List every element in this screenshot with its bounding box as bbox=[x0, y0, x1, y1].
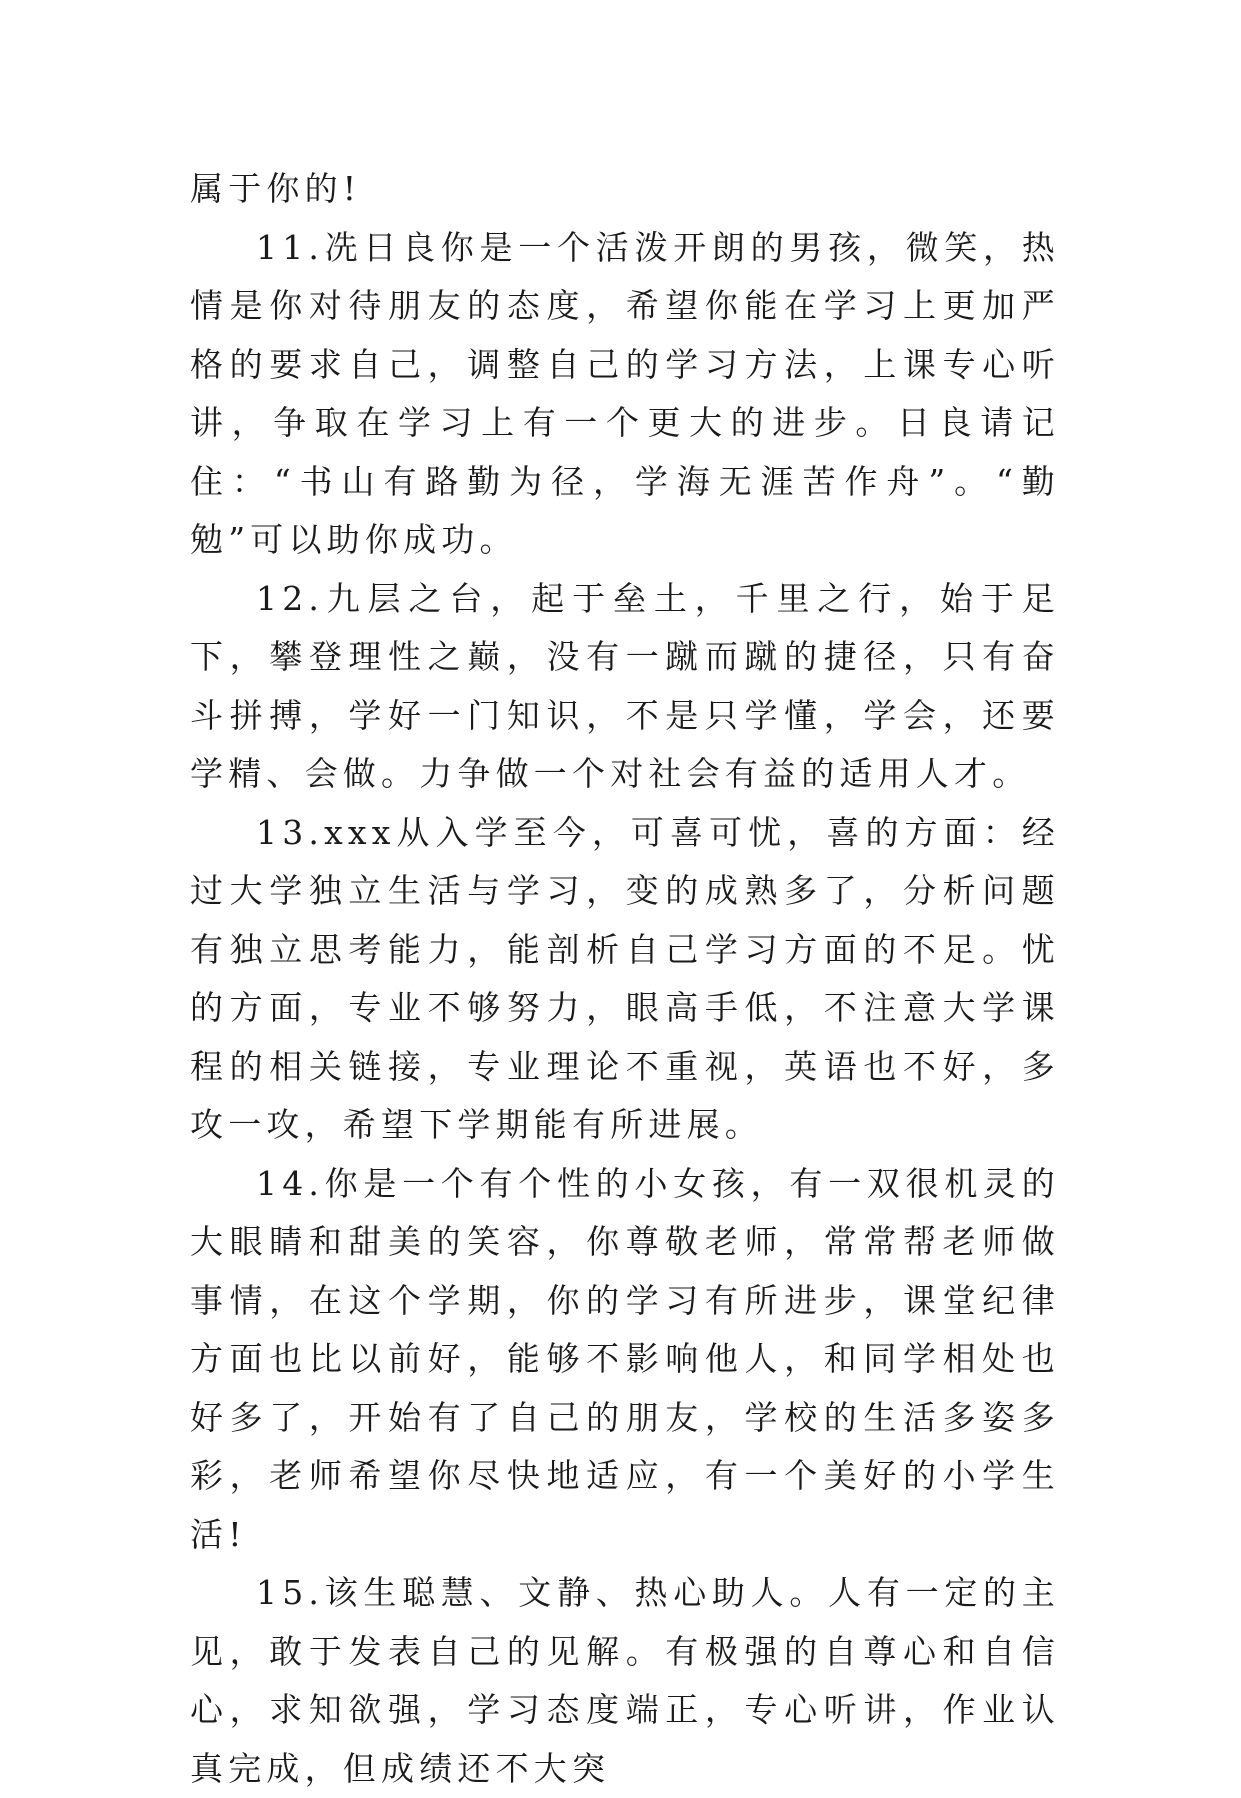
paragraph-comment-14: 14.你是一个有个性的小女孩，有一双很机灵的大眼睛和甜美的笑容，你尊敬老师，常常帮老师做事情，在这个学期，你的学习有所进步，课堂纪律方面也比以前好，能够不影响他人，和同学相处也好多了，开始有了自己的朋友，学校的生活多姿多彩，老师希望你尽快地适应，有一个美好的小学生活! bbox=[190, 1163, 1060, 1554]
paragraph-comment-15: 15.该生聪慧、文静、热心助人。人有一定的主见，敢于发表自己的见解。有极强的自尊心和自信心，求知欲强，学习态度端正，专心听讲，作业认真完成，但成绩还不大突 bbox=[190, 1573, 1060, 1788]
paragraph-continuation: 属于你的! bbox=[190, 169, 362, 208]
document-body bbox=[190, 160, 1060, 1798]
paragraph-comment-12: 12.九层之台，起于垒土，千里之行，始于足下，攀登理性之巅，没有一蹴而蹴的捷径，只有奋斗拼搏，学好一门知识，不是只学懂，学会，还要学精、会做。力争做一个对社会有益的适用人才。 bbox=[190, 578, 1060, 793]
paragraph-comment-11: 11.冼日良你是一个活泼开朗的男孩，微笑，热情是你对待朋友的态度，希望你能在学习上更加严格的要求自己，调整自己的学习方法，上课专心听讲，争取在学习上有一个更大的进步。日良请记住：“书山有路勤为径，学海无涯苦作舟”。“勤勉”可以助你成功。 bbox=[190, 227, 1060, 559]
paragraph-comment-13: 13.xxx从入学至今，可喜可忧，喜的方面：经过大学独立生活与学习，变的成熟多了，分析问题有独立思考能力，能剖析自己学习方面的不足。忧的方面，专业不够努力，眼高手低，不注意大学课程的相关链接，专业理论不重视，英语也不好，多攻一攻，希望下学期能有所进展。 bbox=[190, 812, 1060, 1144]
